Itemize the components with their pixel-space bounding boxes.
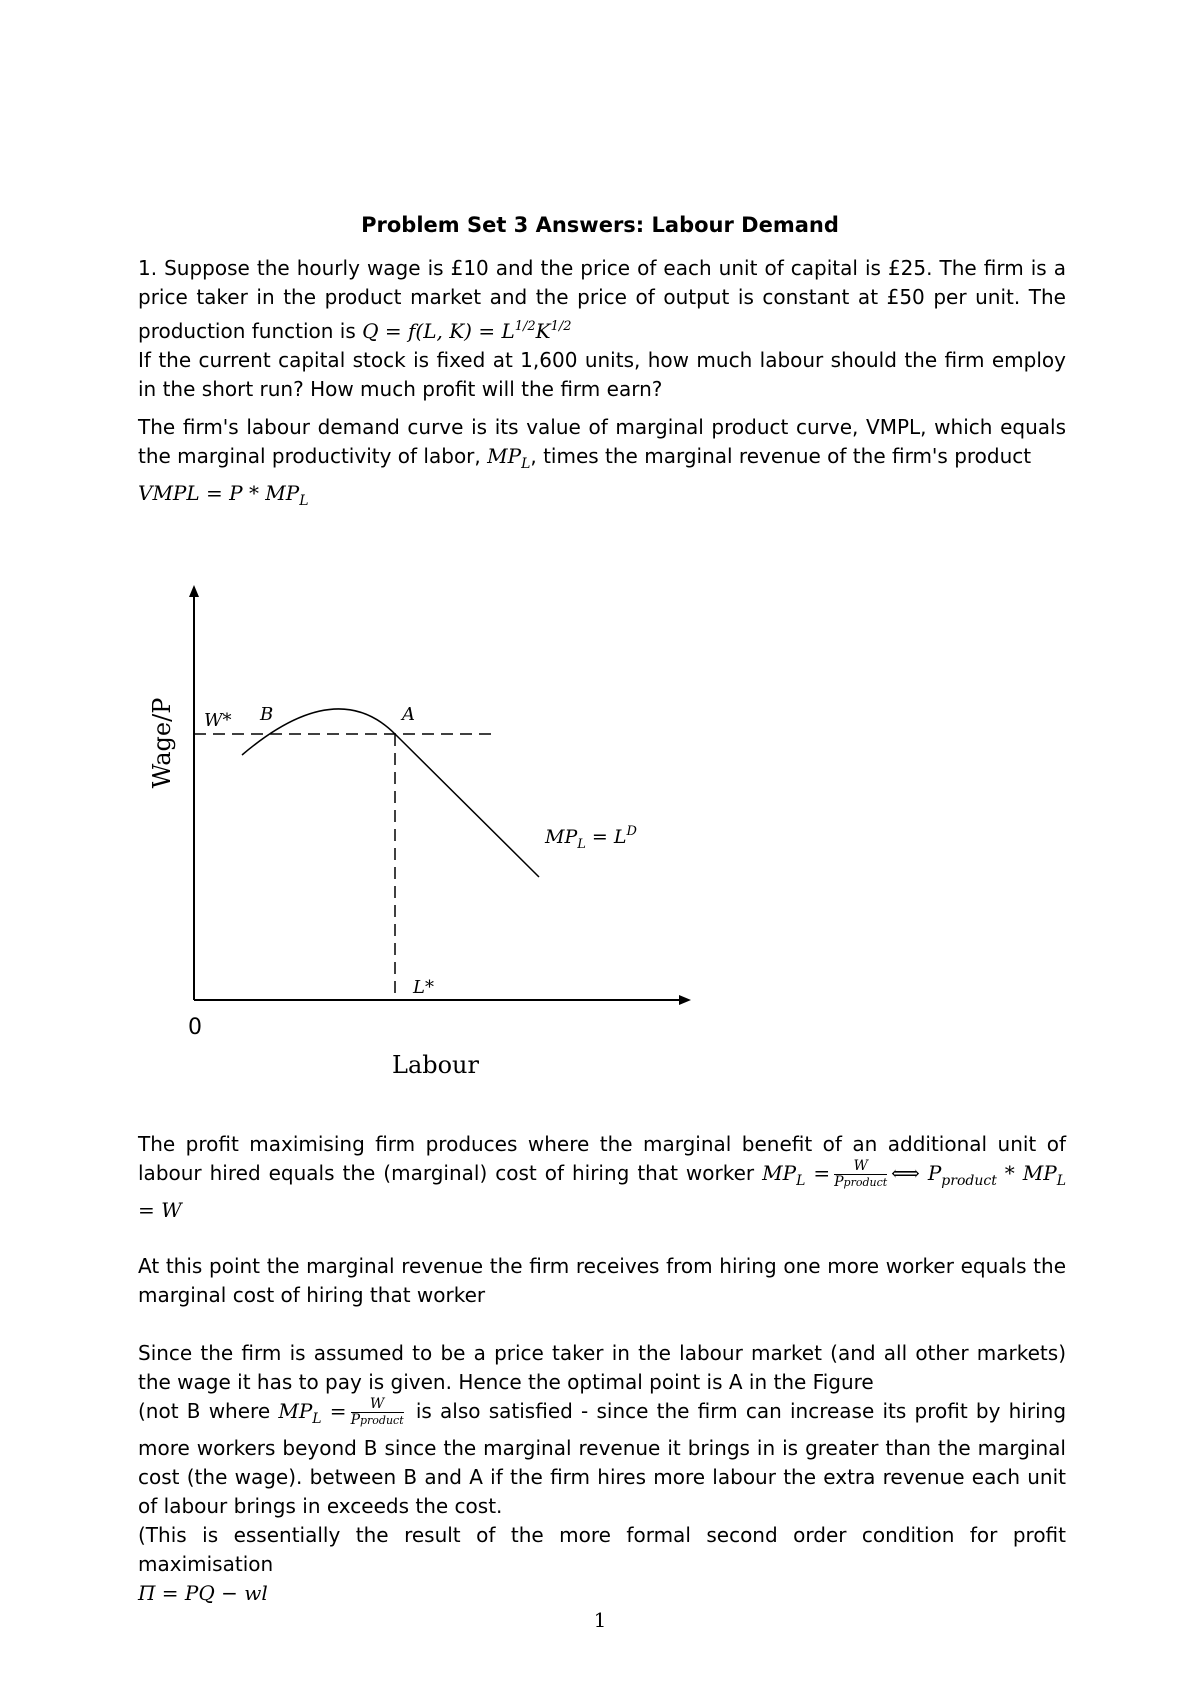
labour-demand-figure <box>130 585 730 1095</box>
page-title: Problem Set 3 Answers: Labour Demand <box>361 213 839 237</box>
x-axis-label: Labour <box>392 1051 479 1079</box>
condition-at-b: $MP_L$ = $\frac{W}{\text{Pproduct}}$ <box>278 1396 404 1428</box>
profit-equation: Π = PQ − wl <box>138 1581 268 1605</box>
answer-paragraph-1: The firm's labour demand curve is its value of marginal product curve, VMPL, which equals the marginal productivity of labor, $MP_L$, times the marginal revenue of the firm's product VMPL = P * $MP_L$ <box>138 415 1066 509</box>
vmpl-equation: VMPL = P * $MP_L$ <box>138 481 309 509</box>
mpl-symbol: $MP_L$ <box>487 444 531 472</box>
answer-paragraph-4: Since the firm is assumed to be a price taker in the labour market (and all other markets) the wage it has to pay is given. Hence the optimal point is A in the Figure (not B where $MP_L$ = $\frac{W}{\text{Pproduct}}$ is also satisfied - since the firm can increase its profit by hiring more workers beyond B since the marginal revenue it brings in is greater than the marginal cost (the wage). between B and A if the firm hires more labour the extra revenue each unit of labour brings in exceeds the cost. (This is essentially the result of the more formal second order condition for profit maximisation Π = PQ − wl <box>138 1341 1067 1605</box>
point-a-label: A <box>402 704 415 725</box>
optimality-condition: $MP_L$ = $\frac{W}{\text{Pproduct}}$ ⟺ $P_{product} * MP_L = W$ <box>138 1158 1067 1222</box>
curve-label: $MP_L = L^D$ <box>545 824 637 852</box>
question-1 <box>138 254 1066 404</box>
question-1-ask: If the current capital stock is fixed at 1,600 units, how much labour should the firm employ in the short run? How much profit will the firm earn? <box>138 348 1066 401</box>
origin-label: 0 <box>188 1015 202 1040</box>
x-axis-arrow <box>679 995 691 1005</box>
w-star-label: W* <box>204 710 232 731</box>
point-b-label: B <box>260 704 274 725</box>
l-star-label: L* <box>413 977 434 998</box>
page-number: 1 <box>593 1608 607 1632</box>
production-function: Q = f(L, $K) = L^{1/2}K^{1/2}$ <box>362 319 572 343</box>
y-axis-label: Wage/P <box>148 697 176 789</box>
question-1-text: 1. Suppose the hourly wage is £10 and the price of each unit of capital is £25. The firm is a price taker in the product market and the price of output is constant at £50 per unit. The production function is <box>138 256 1066 343</box>
answer-paragraph-3: At this point the marginal revenue the firm receives from hiring one more worker equals the marginal cost of hiring that worker <box>138 1254 1066 1307</box>
answer-paragraph-2: The profit maximising firm produces where the marginal benefit of an additional unit of labour hired equals the (marginal) cost of hiring that worker $MP_L$ = $\frac{W}{\text{Pproduct}}$ ⟺ $P_{product} * MP_L = W$ <box>138 1132 1067 1222</box>
y-axis-arrow <box>189 585 199 597</box>
